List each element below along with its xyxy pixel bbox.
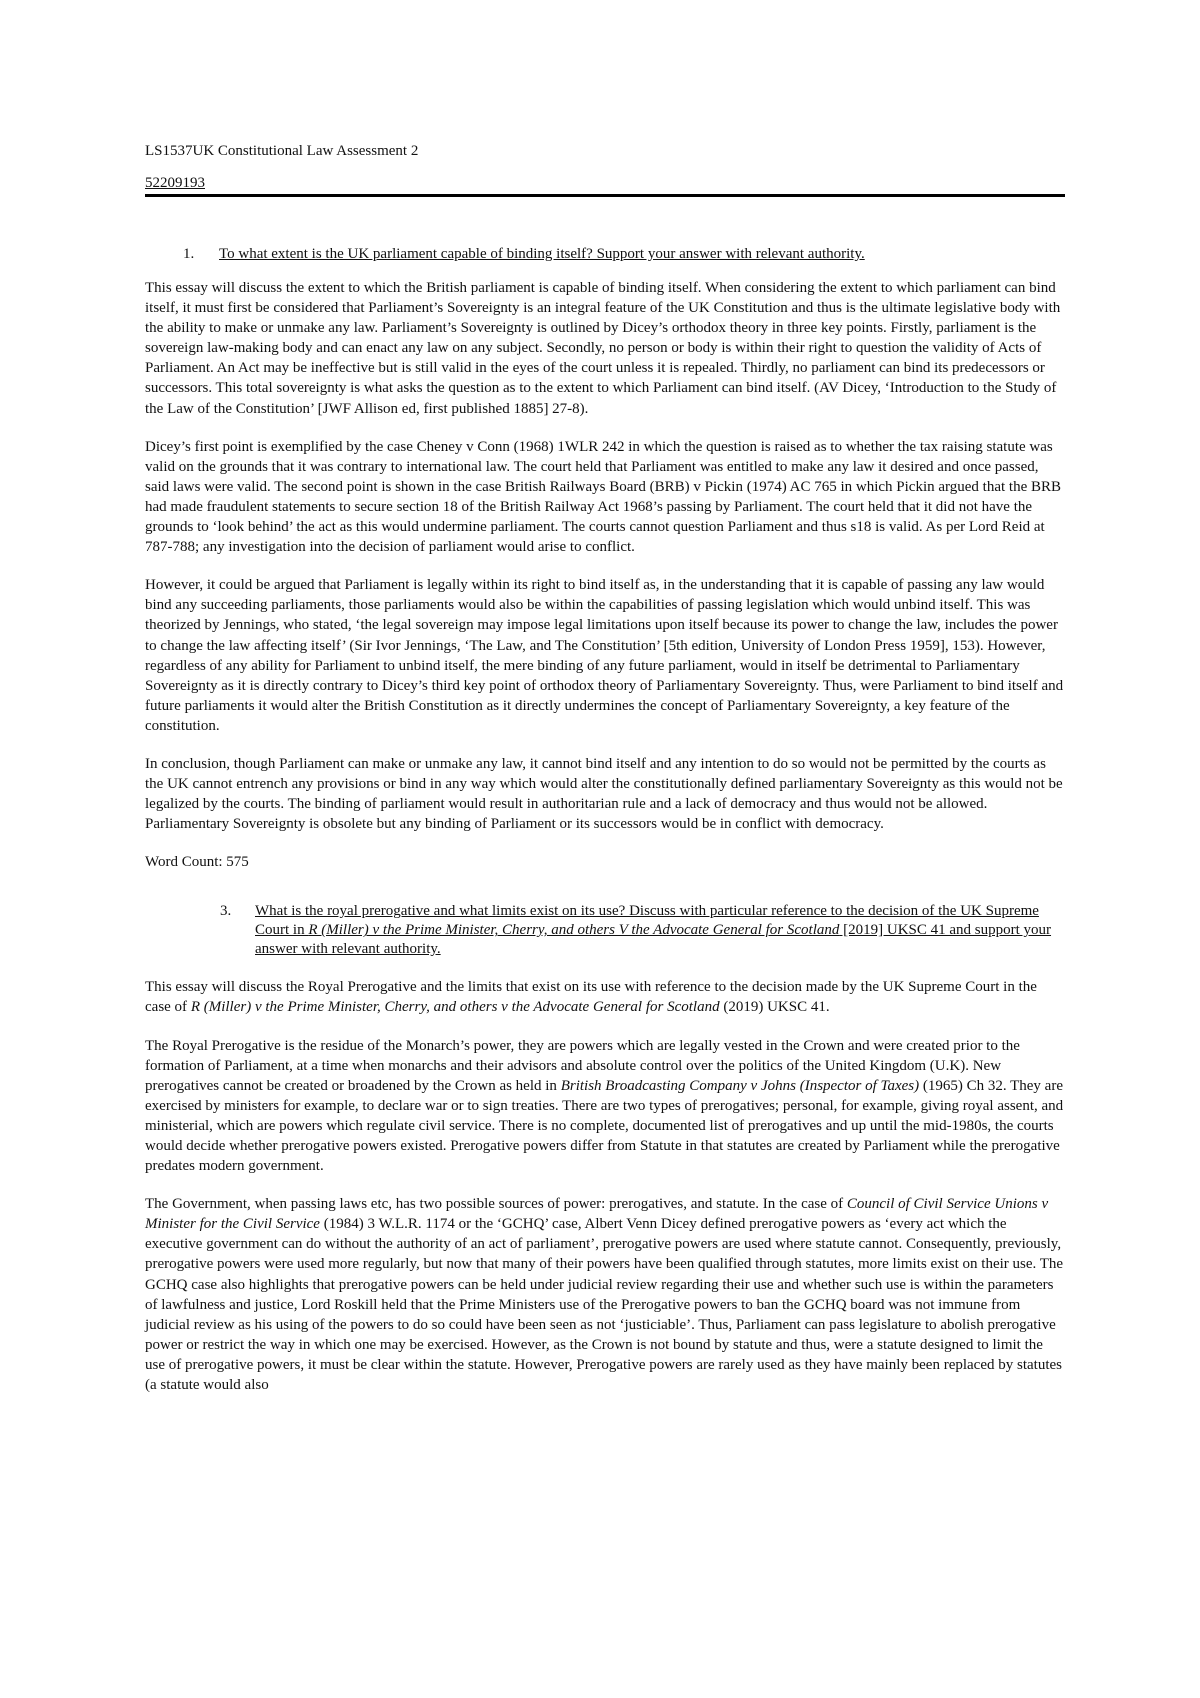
document-title: LS1537UK Constitutional Law Assessment 2: [145, 143, 419, 159]
word-count: Word Count: 575: [145, 854, 249, 871]
question-1-number: 1.: [183, 246, 195, 262]
q3-p1-text-b: (2019) UKSC 41.: [719, 999, 830, 1016]
question-1-heading: [145, 245, 1065, 264]
student-id: 52209193: [145, 175, 205, 191]
q1-paragraph-1: This essay will discuss the extent to which the British parliament is capable of binding itself. When considering the extent to which parliament can bind itself, it must first be considered that Parliament’s Sovereignty is an integral feature of the UK Constitution and thus is the ultimate legislative body with the ability to make or unmake any law. Parliament’s Sovereignty is outlined by Dicey’s orthodox theory in three key points. Firstly, parliament is the sovereign law-making body and can enact any law on any subject. Secondly, no person or body is within their right to question the validity of Acts of Parliament. An Act may be ineffective but is still valid in the eyes of the court unless it is repealed. Thirdly, no parliament can bind its predecessors or successors. This total sovereignty is what asks the question as to the extent to which Parliament can bind itself. (AV Dicey, ‘Introduction to the Study of the Law of the Constitution’ [JWF Allison ed, first published 1885] 27-8).: [145, 280, 1061, 417]
question-3-text-b: [2019] UKSC 41 and support your answer with relevant authority.: [255, 922, 1052, 958]
q1-paragraph-4: In conclusion, though Parliament can make or unmake any law, it cannot bind itself and any intention to do so would not be permitted by the courts as the UK cannot entrench any provisions or bind in any way which would alter the constitutionally defined parliamentary Sovereignty as this would not be legalized by the courts. The binding of parliament would result in authoritarian rule and a lack of democracy and thus would not be allowed. Parliamentary Sovereignty is obsolete but any binding of Parliament or its successors would be in conflict with democracy.: [145, 755, 1063, 833]
q3-paragraph-3: [145, 1194, 1065, 1395]
q1-paragraph-3: However, it could be argued that Parliament is legally within its right to bind itself as, in the understanding that it is capable of passing any law would bind any succeeding parliaments, those parliaments would also be within the capabilities of passing legislation which would unbind itself. This was theorized by Jennings, who stated, ‘the legal sovereign may impose legal limitations upon itself because its power to change the law, includes the power to change the law affecting itself’ (Sir Ivor Jennings, ‘The Law, and The Constitution’ [5th edition, University of London Press 1959], 153). However, regardless of any ability for Parliament to unbind itself, the mere binding of any future parliament, would in itself be detrimental to Parliamentary Sovereignty as it is directly contrary to Dicey’s third key point of orthodox theory of Parliamentary Sovereignty. Thus, were Parliament to bind itself and future parliaments it would alter the British Constitution as it directly undermines the concept of Parliamentary Sovereignty, a key feature of the constitution.: [145, 577, 1064, 734]
q3-p3-case: Council of Civil Service Unions v Minister for the Civil Service: [145, 1196, 1049, 1233]
question-1-text: To what extent is the UK parliament capable of binding itself? Support your answer with relevant authority.: [219, 246, 865, 262]
q3-paragraph-2: [145, 1036, 1065, 1177]
q3-paragraph-1: [145, 977, 1065, 1017]
q3-p3-text-b: (1984) 3 W.L.R. 1174 or the ‘GCHQ’ case, Albert Venn Dicey defined prerogative powers as ‘every act which the executive government can do without the authority of an act of parliament’, prerogative powers are used where statute cannot. Consequently, previously, prerogative powers were used more regularly, but now that many of their powers have been qualified through statutes, more limits exist on their use. The GCHQ case also highlights that prerogative powers can be held under judicial review regarding their use and whether such use is within the parameters of lawfulness and justice, Lord Roskill held that the Prime Ministers use of the Prerogative powers to ban the GCHQ board was not immune from judicial review as his using of the powers to do so could have been seen as not ‘justiciable’. Thus, Parliament can pass legislature to abolish prerogative power or restrict the way in which one may be exercised. However, as the Crown is not bound by statute and thus, were a statute designed to limit the use of prerogative powers, it must be clear within the statute. However, Prerogative powers are rarely used as they have mainly been replaced by statutes (a statute would also: [145, 1216, 1064, 1394]
question-3-text-a: What is the royal prerogative and what limits exist on its use? Discuss with particular reference to the decision of the UK Supreme Court in: [255, 903, 1039, 939]
q3-p2-text-a: The Royal Prerogative is the residue of the Monarch’s power, they are powers which are legally vested in the Crown and were created prior to the formation of Parliament, at a time when monarchs and their advisors and absolute control over the politics of the United Kingdom (U.K). New prerogatives cannot be created or broadened by the Crown as held in: [145, 1037, 1020, 1094]
q3-p2-text-b: (1965) Ch 32. They are exercised by ministers for example, to declare war or to sign treaties. There are two types of prerogatives; personal, for example, giving royal assent, and ministerial, which are powers which regulate civil service. There is no complete, documented list of prerogatives and up until the mid-1980s, the courts would decide whether prerogative powers existed. Prerogative powers differ from Statute in that statutes are created by Parliament while the prerogative predates modern government.: [145, 1077, 1064, 1175]
header-rule: [145, 194, 1065, 197]
q1-paragraph-2: Dicey’s first point is exemplified by the case Cheney v Conn (1968) 1WLR 242 in which the question is raised as to whether the tax raising statute was valid on the grounds that it was contrary to international law. The court held that Parliament was entitled to make any law it desired and once passed, said laws were valid. The second point is shown in the case British Railways Board (BRB) v Pickin (1974) AC 765 in which Pickin argued that the BRB had made fraudulent statements to secure section 18 of the British Railway Act 1968’s passing by Parliament. The court held that it did not have the grounds to ‘look behind’ the act as this would undermine parliament. The courts cannot question Parliament and thus s18 is valid. As per Lord Reid at 787-788; any investigation into the decision of parliament would arise to conflict.: [145, 438, 1062, 556]
question-3-text: [255, 902, 1065, 959]
question-3-case-name: R (Miller) v the Prime Minister, Cherry, and others V the Advocate General for Scotland: [308, 922, 840, 939]
question-3-number: 3.: [220, 903, 232, 920]
question-3-heading: [145, 902, 1065, 959]
q3-p3-text-a: The Government, when passing laws etc, has two possible sources of power: prerogatives, and statute. In the case of: [145, 1196, 847, 1213]
q3-p2-case: British Broadcasting Company v Johns (Inspector of Taxes): [560, 1077, 920, 1094]
document-page: [145, 140, 1065, 1395]
q3-p1-text-a: This essay will discuss the Royal Prerogative and the limits that exist on its use with reference to the decision made by the UK Supreme Court in the case of: [145, 979, 1037, 1016]
q3-p1-case: R (Miller) v the Prime Minister, Cherry, and others v the Advocate General for Scotland: [190, 999, 720, 1016]
